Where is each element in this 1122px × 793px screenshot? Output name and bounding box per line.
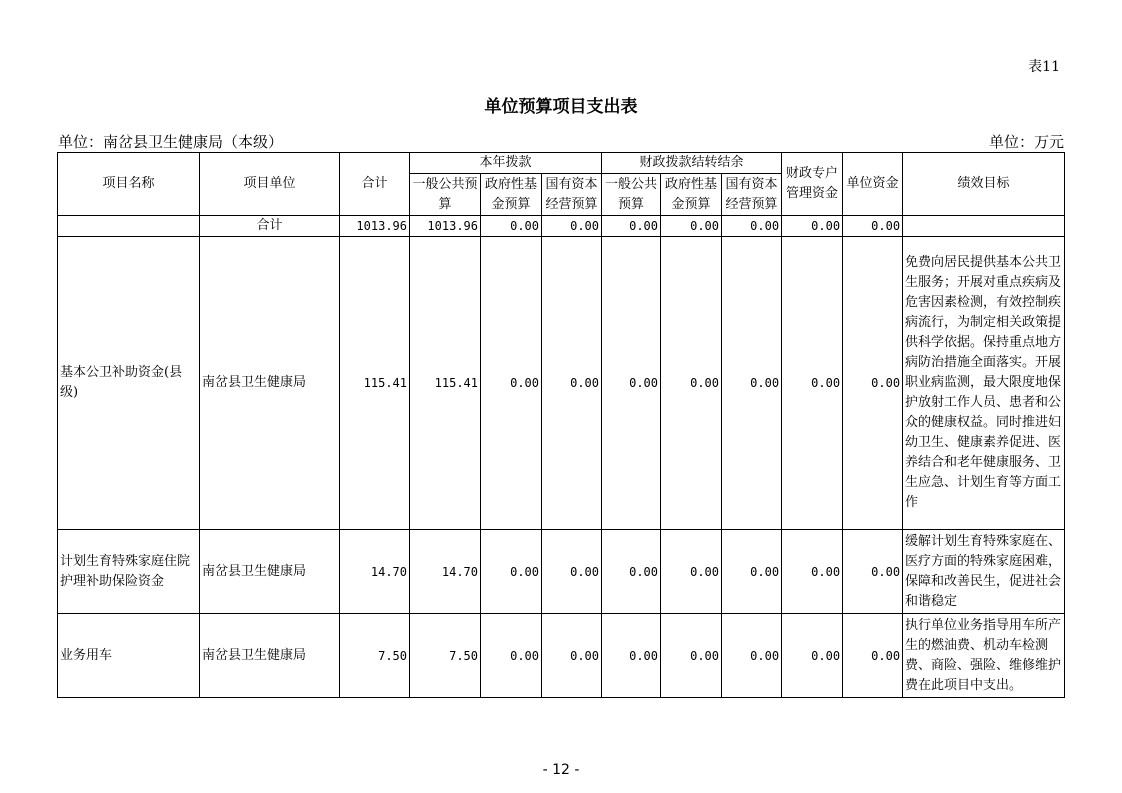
performance-goal: 免费向居民提供基本公共卫生服务；开展对重点疾病及危害因素检测，有效控制疾病流行，为制定相关政策提供科学依据。保持重点地方病防治措施全面落实。开展职业病监测，最大限度地保护放射工作人员、患者和公众的健康权益。同时推进妇幼卫生、健康素养促进、医养结合和老年健康服务、卫生应急、计划生育等方面工作: [903, 237, 1065, 530]
total-cell: 1013.96: [340, 216, 410, 237]
value-cell: 14.70: [340, 530, 410, 614]
total-cell: 0.00: [661, 216, 722, 237]
header-current-year: 本年拨款: [410, 153, 602, 174]
total-cell: 0.00: [481, 216, 542, 237]
value-cell: 0.00: [481, 530, 542, 614]
total-cell: 0.00: [782, 216, 843, 237]
header-state-capital: 国有资本经营预算: [542, 174, 602, 216]
page-number: - 12 -: [542, 762, 580, 778]
value-cell: 7.50: [410, 614, 481, 698]
value-cell: 0.00: [542, 530, 602, 614]
value-cell: 0.00: [481, 614, 542, 698]
value-cell: 0.00: [722, 614, 782, 698]
value-cell: 0.00: [782, 237, 843, 530]
total-cell: 0.00: [542, 216, 602, 237]
total-row-label: 合计: [200, 216, 340, 237]
total-row-goal: [903, 216, 1065, 237]
value-cell: 0.00: [602, 237, 661, 530]
header-carry-general-budget: 一般公共预算: [602, 174, 661, 216]
total-cell: 0.00: [722, 216, 782, 237]
value-cell: 115.41: [410, 237, 481, 530]
page-title: 单位预算项目支出表: [484, 97, 638, 117]
value-cell: 0.00: [661, 237, 722, 530]
value-cell: 115.41: [340, 237, 410, 530]
header-general-budget: 一般公共预算: [410, 174, 481, 216]
project-name: 业务用车: [58, 614, 200, 698]
value-cell: 0.00: [843, 530, 903, 614]
header-carry-state-capital: 国有资本经营预算: [722, 174, 782, 216]
value-cell: 0.00: [722, 530, 782, 614]
total-cell: 1013.96: [410, 216, 481, 237]
currency-label: 单位：万元: [988, 133, 1064, 151]
value-cell: 0.00: [843, 237, 903, 530]
performance-goal: 执行单位业务指导用车所产生的燃油费、机动车检测费、商险、强险、维修维护费在此项目中支出。: [903, 614, 1065, 698]
value-cell: 0.00: [661, 614, 722, 698]
value-cell: 14.70: [410, 530, 481, 614]
header-carryover: 财政拨款结转结余: [602, 153, 782, 174]
header-carry-gov-fund: 政府性基金预算: [661, 174, 722, 216]
value-cell: 0.00: [542, 237, 602, 530]
header-total: 合计: [340, 153, 410, 216]
header-project-name: 项目名称: [58, 153, 200, 216]
table-row-total: [58, 216, 1065, 237]
value-cell: 0.00: [602, 614, 661, 698]
value-cell: 0.00: [661, 530, 722, 614]
value-cell: 0.00: [481, 237, 542, 530]
value-cell: 7.50: [340, 614, 410, 698]
project-name: 计划生育特殊家庭住院护理补助保险资金: [58, 530, 200, 614]
total-cell: 0.00: [602, 216, 661, 237]
total-cell: 0.00: [843, 216, 903, 237]
performance-goal: 缓解计划生育特殊家庭在、医疗方面的特殊家庭困难，保障和改善民生，促进社会和谐稳定: [903, 530, 1065, 614]
header-special-fund: 财政专户管理资金: [782, 153, 843, 216]
project-unit: 南岔县卫生健康局: [200, 614, 340, 698]
table-row: [58, 237, 1065, 530]
project-unit: 南岔县卫生健康局: [200, 237, 340, 530]
budget-table: [57, 152, 1065, 698]
table-row: [58, 614, 1065, 698]
total-row-name: [58, 216, 200, 237]
value-cell: 0.00: [782, 614, 843, 698]
value-cell: 0.00: [722, 237, 782, 530]
value-cell: 0.00: [843, 614, 903, 698]
header-gov-fund: 政府性基金预算: [481, 174, 542, 216]
value-cell: 0.00: [782, 530, 843, 614]
project-name: 基本公卫补助资金(县级): [58, 237, 200, 530]
value-cell: 0.00: [602, 530, 661, 614]
header-performance-goal: 绩效目标: [903, 153, 1065, 216]
unit-label: 单位：南岔县卫生健康局（本级）: [58, 133, 284, 151]
project-unit: 南岔县卫生健康局: [200, 530, 340, 614]
header-project-unit: 项目单位: [200, 153, 340, 216]
value-cell: 0.00: [542, 614, 602, 698]
table-number: 表11: [1028, 59, 1060, 75]
table-row: [58, 530, 1065, 614]
header-unit-fund: 单位资金: [843, 153, 903, 216]
